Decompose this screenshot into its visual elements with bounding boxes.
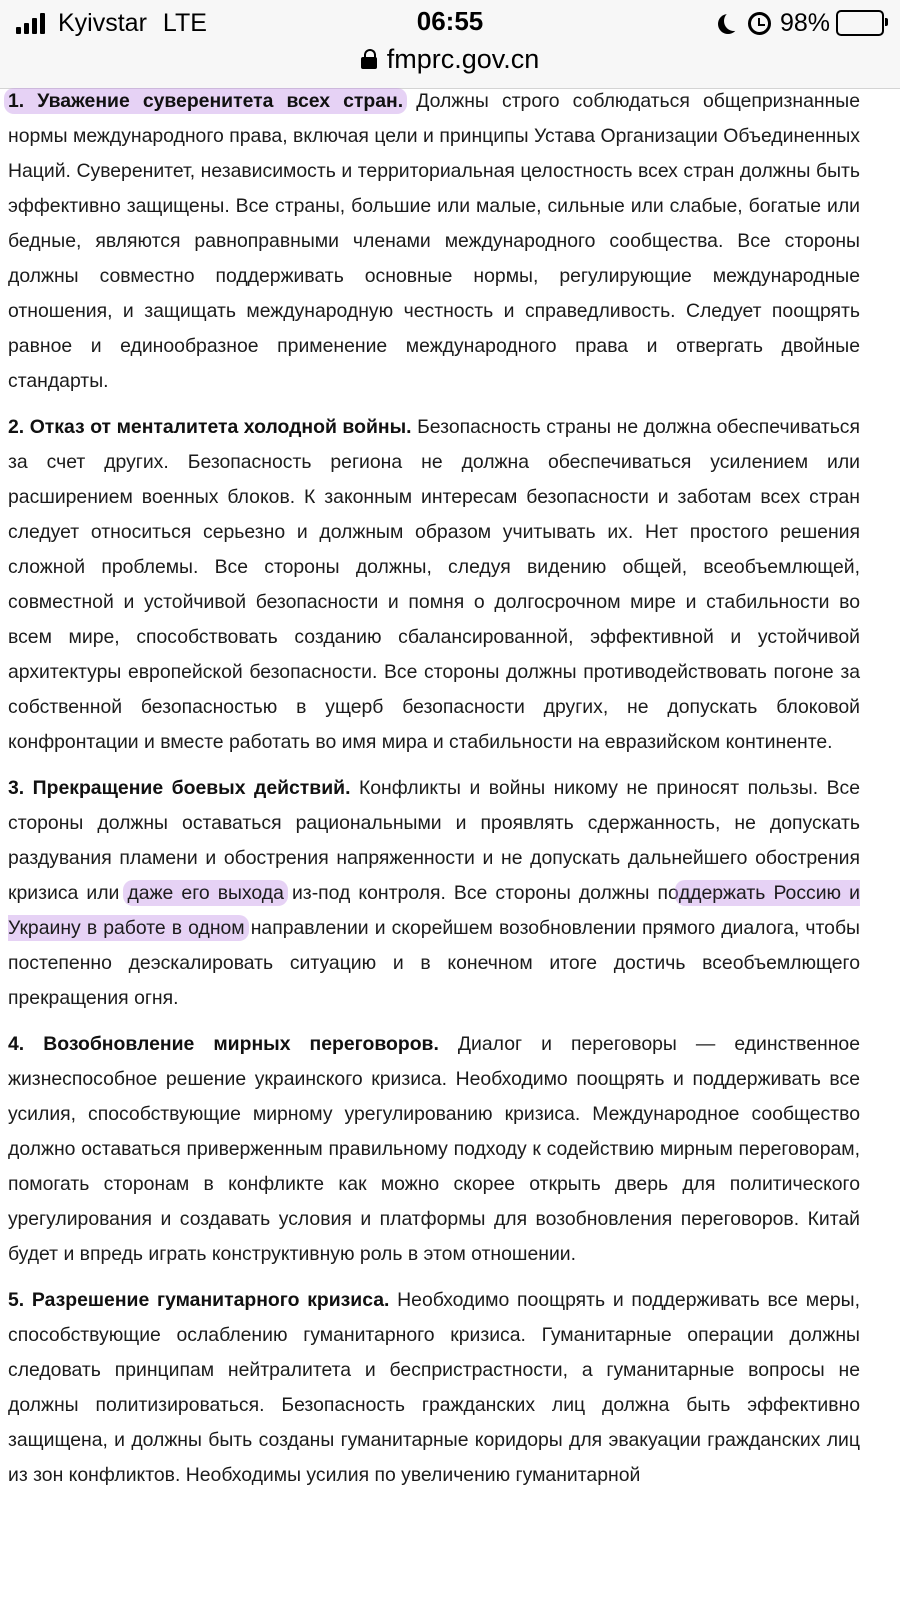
paragraph-1-text: Должны строго соблюдаться общепризнанные нормы международного права, включая цели и принципы Устава Организации Объединенных Наций. Суверенитет, независимость и территориальная целостность всех стран должны быть эффективно защищены. Все страны, большие или малые, сильные или слабые, богатые или бедные, являются равноправными членами международного сообщества. Все стороны должны совместно поддерживать основные нормы, регулирующие международные отношения, и защищать международную честность и справедливость. Следует поощрять равное и единообразное применение международного права и отвергать двойные стандарты. (8, 90, 860, 392)
address-bar[interactable] (0, 40, 900, 78)
paragraph-3-text-before: Конфликты и войны никому не приносят пользы. Все стороны должны оставаться рациональными и проявлять сдержанность, не допускать раздувания пламени и обострения напряженности и не допускать дальнейшего обострения кризиса или (8, 777, 861, 904)
status-bar (0, 0, 900, 89)
paragraph-2-text: Безопасность страны не должна обеспечиваться за счет других. Безопасность региона не должна обеспечиваться усилением или расширением военных блоков. К законным интересам безопасности и заботам всех стран следует относиться серьезно и должным образом учитывать их. Нет простого решения сложной проблемы. Все стороны должны, следуя видению общей, всеобъемлющей, совместной и устойчивой безопасности и помня о долгосрочном мире и стабильности во всем мире, способствовать созданию сбалансированной, эффективной и устойчивой архитектуры европейской безопасности. Все стороны должны противодействовать погоне за собственной безопасностью в ущерб безопасности других, не допускать блоковой конфронтации и вместе работать во имя мира и стабильности на евразийском континенте. (8, 416, 860, 753)
status-right (718, 8, 884, 38)
paragraph-3-highlight-1: даже его выхода (123, 880, 287, 906)
address-url: fmprc.gov.cn (386, 43, 540, 74)
paragraph-3-text-middle: из-под контроля. Все стороны должны по (283, 882, 679, 904)
carrier-name: Kyivstar (58, 8, 147, 37)
paragraph-3-highlight-2: ддержать Россию и Украину в работе в одном (8, 882, 861, 939)
article-paragraph-1 (8, 84, 860, 399)
paragraph-2-title: 2. Отказ от менталитета холодной войны. (8, 416, 412, 438)
paragraph-5-title: 5. Разрешение гуманитарного кризиса. (8, 1289, 390, 1311)
article-paragraph-2 (8, 410, 860, 760)
paragraph-3-text-after: направлении и скорейшем возобновлении прямого диалога, чтобы постепенно деэскалировать ситуацию и в конечном итоге достичь всеобъемлющего прекращения огня. (8, 917, 860, 1009)
article-body (8, 84, 860, 1504)
paragraph-1-title: 1. Уважение суверенитета всех стран. (4, 88, 407, 114)
article-paragraph-5 (8, 1283, 860, 1493)
battery-icon (836, 10, 884, 36)
paragraph-3-title: 3. Прекращение боевых действий. (8, 777, 351, 799)
network-type: LTE (162, 8, 207, 37)
article-paragraph-4 (8, 1027, 860, 1272)
battery-percent: 98% (779, 8, 830, 37)
do-not-disturb-icon (724, 11, 744, 31)
lock-icon (361, 49, 377, 69)
paragraph-4-text: Диалог и переговоры — единственное жизнеспособное решение украинского кризиса. Необходимо поощрять и поддерживать все усилия, способствующие мирному урегулированию кризиса. Международное сообщество должно оставаться приверженным правильному подходу к содействию мирным переговорам, помогать сторонам в конфликте как можно скорее открыть дверь для политического урегулирования и создавать условия и платформы для возобновления переговоров. Китай будет и впредь играть конструктивную роль в этом отношении. (8, 1033, 860, 1265)
paragraph-5-text: Необходимо поощрять и поддерживать все меры, способствующие ослаблению гуманитарного кризиса. Гуманитарные операции должны следовать принципам нейтралитета и беспристрастности, а гуманитарные вопросы не должны политизироваться. Безопасность гражданских лиц должна быть эффективно защищена, и должны быть созданы гуманитарные коридоры для эвакуации гражданских лиц из зон конфликтов. Необходимы усилия по увеличению гуманитарной (8, 1289, 860, 1486)
alarm-clock-icon (748, 12, 771, 35)
paragraph-4-title: 4. Возобновление мирных переговоров. (8, 1033, 439, 1055)
article-paragraph-3 (8, 771, 860, 1016)
status-time: 06:55 (416, 6, 484, 36)
